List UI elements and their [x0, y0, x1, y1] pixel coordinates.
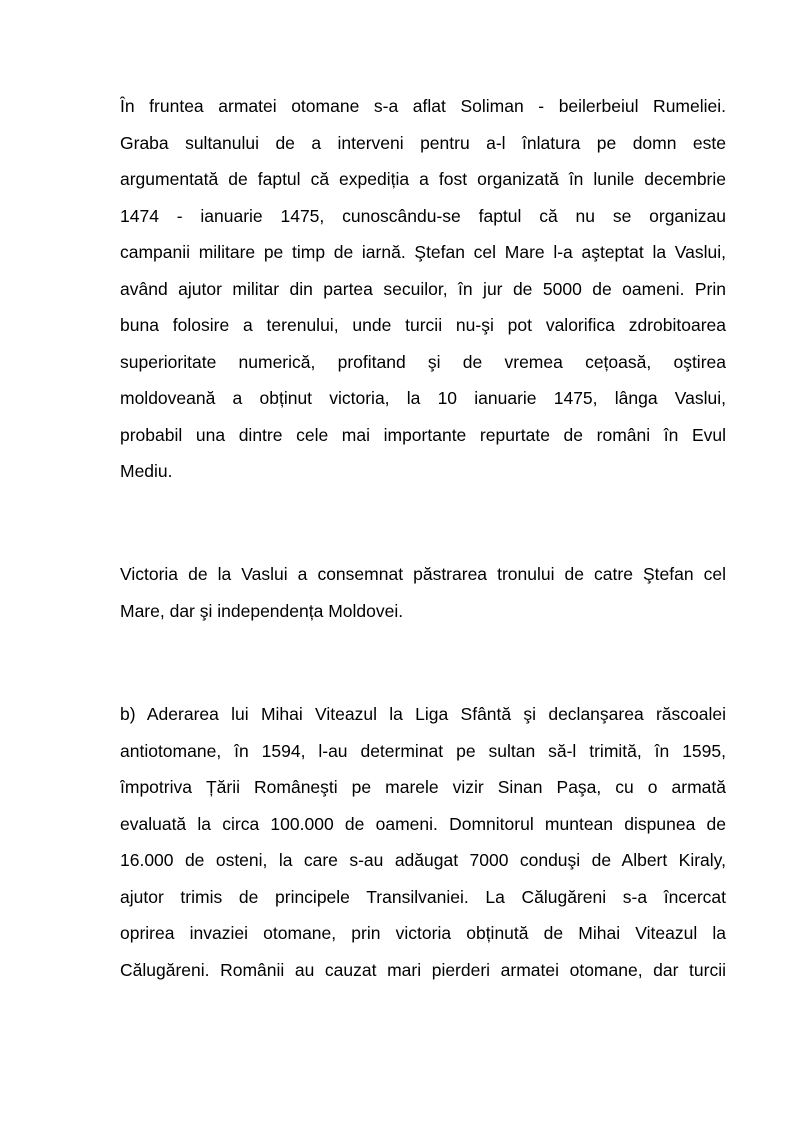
text-line: antiotomane, în 1594, l-au determinat pe sultan să-l trimită, în 1595,: [120, 740, 726, 761]
paragraph-vaslui-consequences: [120, 556, 726, 629]
text-line: ajutor trimis de principele Transilvaniei. La Călugăreni s-a încercat: [120, 886, 726, 907]
text-line: Mediu.: [120, 461, 173, 481]
text-line: Victoria de la Vaslui a consemnat păstrarea tronului de catre Ştefan cel: [120, 564, 726, 584]
text-line: campanii militare pe timp de iarnă. Ştefan cel Mare l-a aşteptat la Vaslui,: [120, 242, 726, 262]
text-line: evaluată la circa 100.000 de oameni. Domnitorul muntean dispunea de: [120, 813, 726, 834]
text-line: În fruntea armatei otomane s-a aflat Soliman - beilerbeiul Rumeliei.: [120, 96, 726, 116]
paragraph-calugareni-battle: [120, 696, 726, 988]
text-line: probabil una dintre cele mai importante repurtate de români în Evul: [120, 424, 726, 445]
text-line: Graba sultanului de a interveni pentru a-l înlatura pe domn este: [120, 132, 726, 153]
text-line: moldoveană a obținut victoria, la 10 ianuarie 1475, lânga Vaslui,: [120, 388, 726, 408]
text-line: argumentată de faptul că expediția a fost organizată în lunile decembrie: [120, 169, 726, 189]
text-line: 16.000 de osteni, la care s-au adăugat 7000 conduşi de Albert Kiraly,: [120, 850, 726, 870]
text-line: superioritate numerică, profitand şi de vremea cețoasă, oştirea: [120, 351, 726, 372]
paragraph-vaslui-battle: [120, 88, 726, 490]
text-line: împotriva Țării Româneşti pe marele vizir Sinan Paşa, cu o armată: [120, 777, 726, 797]
text-line: 1474 - ianuarie 1475, cunoscându-se faptul că nu se organizau: [120, 205, 726, 226]
text-line: oprirea invaziei otomane, prin victoria obținută de Mihai Viteazul la: [120, 923, 726, 943]
text-line: având ajutor militar din partea secuilor, în jur de 5000 de oameni. Prin: [120, 278, 726, 299]
text-line: Mare, dar şi independența Moldovei.: [120, 600, 404, 621]
text-line: b) Aderarea lui Mihai Viteazul la Liga Sfântă şi declanşarea răscoalei: [120, 704, 726, 724]
text-line: buna folosire a terenului, unde turcii nu-şi pot valorifica zdrobitoarea: [120, 315, 726, 335]
text-line: Călugăreni. Românii au cauzat mari pierderi armatei otomane, dar turcii: [120, 959, 726, 980]
